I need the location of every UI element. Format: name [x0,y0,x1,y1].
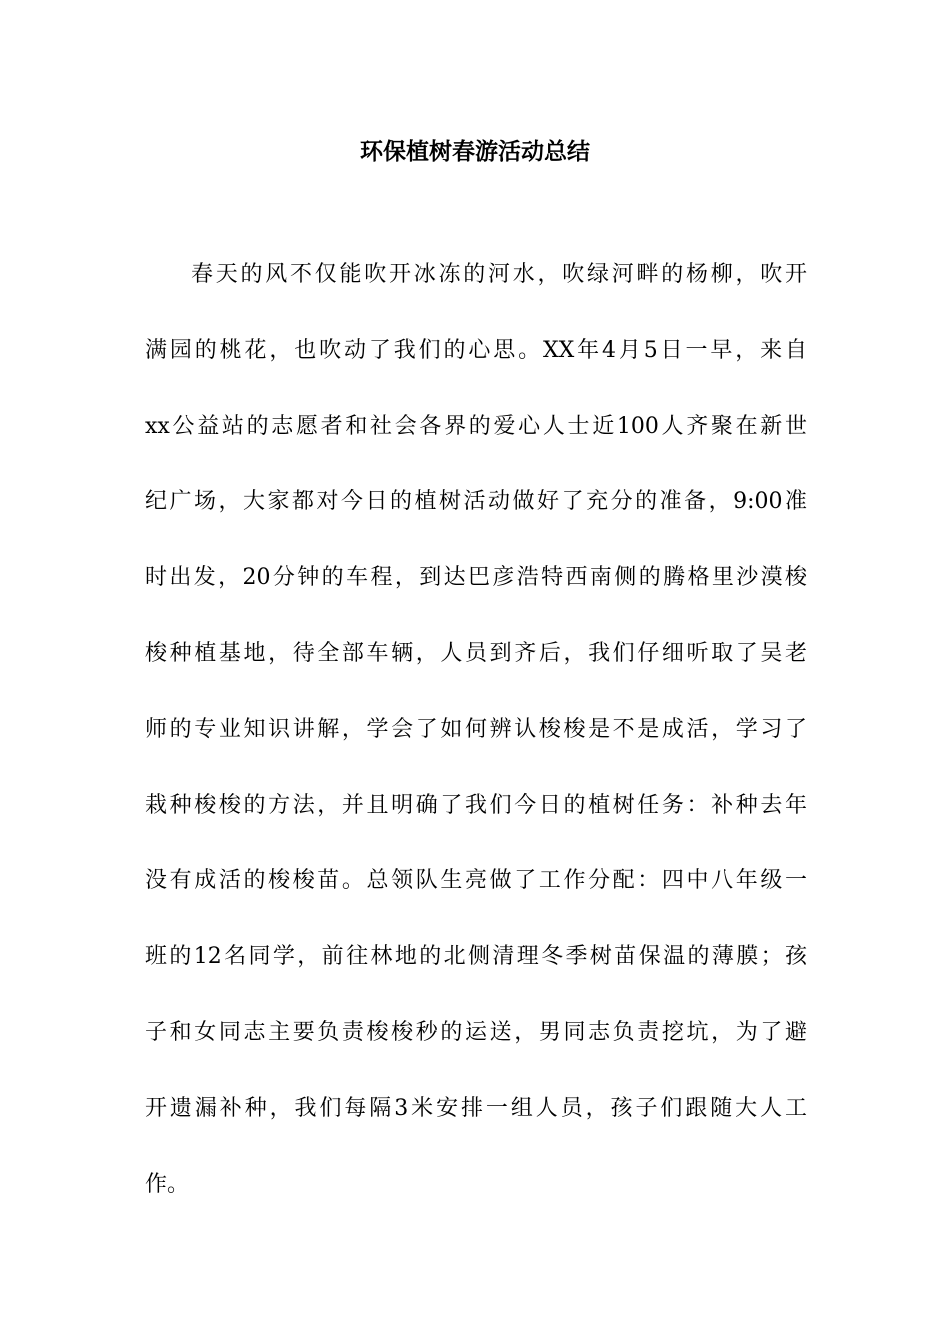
paragraph-line: 纪广场，大家都对今日的植树活动做好了充分的准备，9:00准 [145,489,807,515]
paragraph-line: 没有成活的梭梭苗。总领队生亮做了工作分配：四中八年级一 [145,868,807,894]
paragraph-line: 春天的风不仅能吹开冰冻的河水，吹绿河畔的杨柳，吹开 [191,262,807,287]
paragraph-line: 栽种梭梭的方法，并且明确了我们今日的植树任务：补种去年 [145,792,807,818]
paragraph-line: 梭种植基地，待全部车辆，人员到齐后，我们仔细听取了吴老 [145,640,807,666]
body-paragraph [145,252,807,1237]
document-title: 环保植树春游活动总结 [360,138,590,165]
paragraph-line: 子和女同志主要负责梭梭秒的运送，男同志负责挖坑，为了避 [145,1019,807,1045]
paragraph-line: 师的专业知识讲解，学会了如何辨认梭梭是不是成活，学习了 [145,716,807,742]
paragraph-line: 开遗漏补种，我们每隔3米安排一组人员，孩子们跟随大人工 [145,1095,807,1121]
paragraph-line: 作。 [145,1171,190,1197]
paragraph-line: 时出发，20分钟的车程，到达巴彦浩特西南侧的腾格里沙漠梭 [145,565,807,591]
paragraph-line: xx公益站的志愿者和社会各界的爱心人士近100人齐聚在新世 [145,413,807,439]
paragraph-line: 班的12名同学，前往林地的北侧清理冬季树苗保温的薄膜；孩 [145,944,807,970]
paragraph-line: 满园的桃花，也吹动了我们的心思。XX年4月5日一早，来自 [145,337,807,363]
